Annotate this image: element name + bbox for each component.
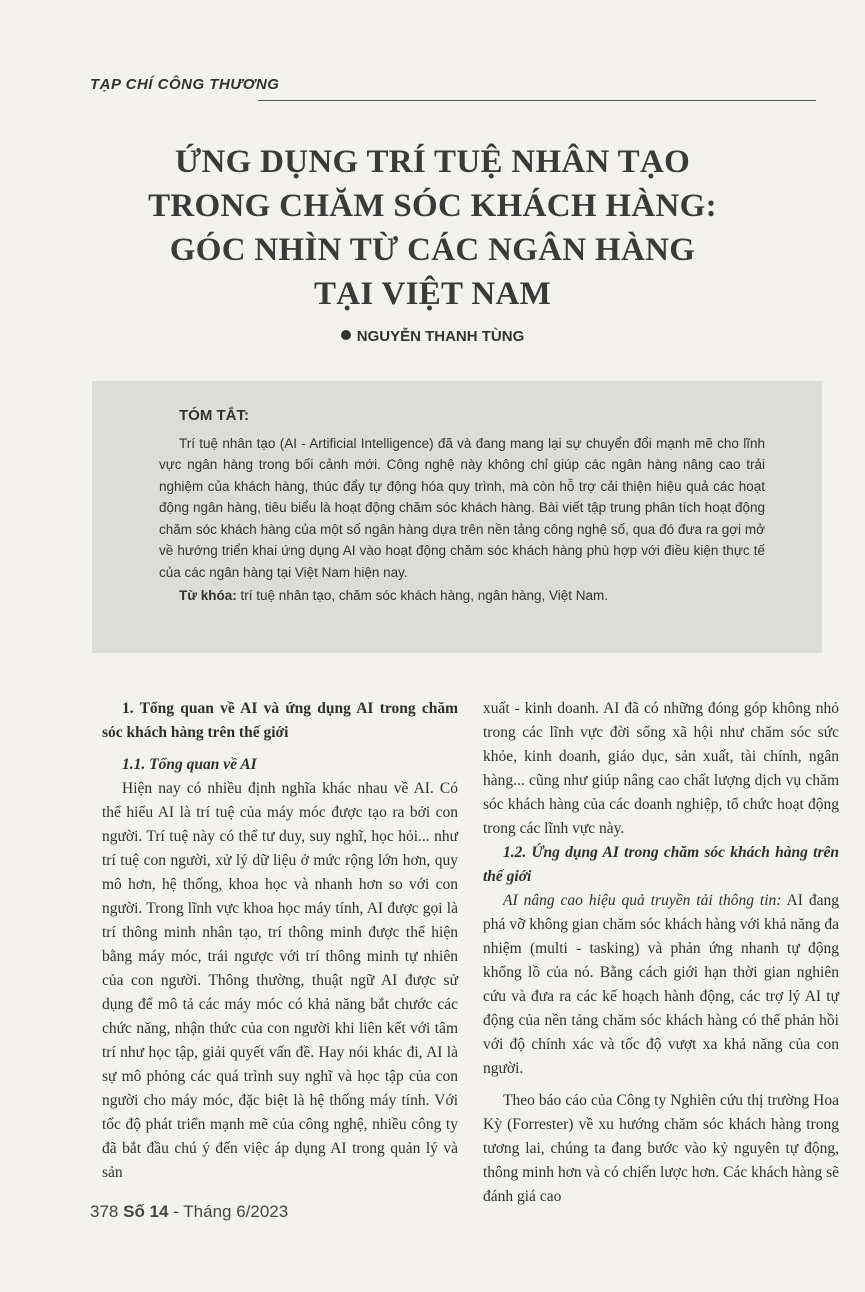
abstract-text: Trí tuệ nhân tạo (AI - Artificial Intelligence) đã và đang mang lại sự chuyển đổi mạnh mẽ cho lĩnh vực ngân hàng trong bối cảnh mới. Công nghệ này không chỉ giúp các ngân hàng nâng cao trải nghiệm của khách hàng, thúc đẩy tự động hóa quy trình, mà còn hỗ trợ cải thiện hiệu quả các hoạt động ngân hàng, tiêu biểu là hoạt động chăm sóc khách hàng. Bài viết tập trung phân tích hoạt động chăm sóc khách hàng của một số ngân hàng dựa trên nền tảng công nghệ số, qua đó đưa ra gợi mở về hướng triển khai ứng dụng AI vào hoạt động chăm sóc khách hàng phù hợp với điều kiện thực tế của các ngân hàng tại Việt Nam hiện nay. bbox=[159, 435, 765, 580]
title-line: GÓC NHÌN TỪ CÁC NGÂN HÀNG bbox=[169, 232, 696, 268]
paragraph: Theo báo cáo của Công ty Nghiên cứu thị trường Hoa Kỳ (Forrester) về xu hướng chăm sóc khách hàng trong tương lai, chúng ta đang bước vào kỷ nguyên tự động, thông minh hơn và có chiến lược hơn. Các khách hàng sẽ đánh giá cao bbox=[483, 1092, 839, 1205]
bullet-icon bbox=[341, 330, 351, 340]
issue-date: Tháng 6/2023 bbox=[183, 1202, 289, 1221]
abstract-heading: TÓM TẮT: bbox=[179, 407, 249, 424]
article-title bbox=[60, 140, 805, 316]
keywords-list: trí tuệ nhân tạo, chăm sóc khách hàng, ngân hàng, Việt Nam. bbox=[240, 588, 609, 603]
issue-number: Số 14 bbox=[123, 1202, 169, 1221]
keywords-label: Từ khóa: bbox=[179, 588, 237, 603]
title-line: ỨNG DỤNG TRÍ TUỆ NHÂN TẠO bbox=[174, 144, 691, 180]
page-number: 378 bbox=[90, 1202, 119, 1221]
author-line bbox=[0, 328, 865, 345]
subsection-heading: 1.2. Ứng dụng AI trong chăm sóc khách hàng trên thế giới bbox=[483, 844, 839, 885]
keywords bbox=[159, 585, 765, 607]
body-column-right bbox=[483, 697, 839, 1209]
body-column-left bbox=[102, 697, 458, 1185]
paragraph-lead: AI nâng cao hiệu quả truyền tải thông tin: bbox=[503, 892, 782, 909]
paragraph: xuất - kinh doanh. AI đã có những đóng góp không nhỏ trong các lĩnh vực đời sống xã hội như chăm sóc sức khỏe, kinh doanh, giáo dục, sản xuất, tài chính, ngân hàng... cũng như giúp nâng cao chất lượng dịch vụ chăm sóc khách hàng của các doanh nghiệp, tổ chức hoạt động trong các lĩnh vực này. bbox=[483, 700, 839, 837]
title-line: TRONG CHĂM SÓC KHÁCH HÀNG: bbox=[148, 188, 717, 224]
paragraph bbox=[483, 889, 839, 1081]
author-name: NGUYỄN THANH TÙNG bbox=[356, 328, 525, 345]
subsection-heading: 1.1. Tổng quan về AI bbox=[122, 756, 257, 773]
header-rule bbox=[258, 100, 816, 101]
journal-name: TẠP CHÍ CÔNG THƯƠNG bbox=[90, 76, 280, 93]
paragraph: Hiện nay có nhiều định nghĩa khác nhau về AI. Có thể hiểu AI là trí tuệ của máy móc được tạo ra bởi con người. Trí tuệ này có thể tư duy, suy nghĩ, học hỏi... như trí tuệ con người, xử lý dữ liệu ở mức rộng lớn hơn, quy mô hơn, hệ thống, khoa học và nhanh hơn so với con người. Trong lĩnh vực khoa học máy tính, AI được gọi là trí thông minh nhân tạo, trí thông minh được thể hiện bằng máy móc, trái ngược với trí thông minh tự nhiên của con người. Thông thường, thuật ngữ AI được sử dụng để mô tả các máy móc có khả năng bắt chước các chức năng, nhận thức của con người khi liên kết với tâm trí như học tập, giải quyết vấn đề. Hay nói khác đi, AI là sự mô phỏng các quá trình suy nghĩ và học tập của con người cho máy móc, đặc biệt là hệ thống máy tính. Với tốc độ phát triển mạnh mẽ của công nghệ, nhiều công ty đã bắt đầu chú ý đến việc áp dụng AI trong quản lý và sản bbox=[102, 780, 458, 1181]
title-line: TẠI VIỆT NAM bbox=[313, 276, 552, 312]
page-footer bbox=[90, 1202, 288, 1222]
abstract-box bbox=[92, 381, 822, 653]
footer-separator: - bbox=[168, 1202, 184, 1221]
abstract-content bbox=[159, 405, 765, 607]
paragraph-text: AI đang phá vỡ không gian chăm sóc khách hàng với khả năng đa nhiệm (multi - tasking) và phản ứng nhanh tự động khổng lồ của nó. Bằng cách giới hạn thời gian nghiên cứu và đưa ra các kế hoạch hành động, các trợ lý AI tự động của nền tảng chăm sóc khách hàng có thể phản hồi với độ chính xác và tốc độ vượt xa khả năng của con người. bbox=[483, 892, 839, 1077]
section-heading: 1. Tổng quan về AI và ứng dụng AI trong chăm sóc khách hàng trên thế giới bbox=[102, 700, 458, 741]
